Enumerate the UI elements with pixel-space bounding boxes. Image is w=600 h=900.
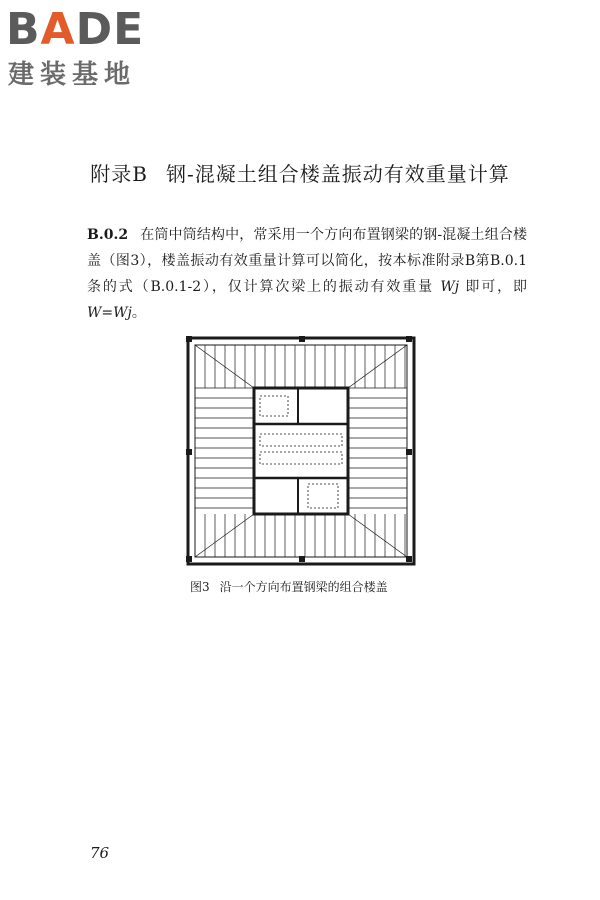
appendix-label: 附录B: [90, 162, 148, 186]
column: [406, 556, 412, 562]
figure-caption-text: 沿一个方向布置钢梁的组合楼盖: [219, 580, 388, 594]
column: [186, 336, 192, 342]
logo-subtitle: 建装基地: [8, 60, 137, 90]
core-room: [308, 484, 338, 508]
core-room: [260, 396, 288, 416]
floor-plan-figure: [186, 336, 416, 566]
core-corridor: [260, 452, 342, 464]
column: [299, 556, 305, 562]
brand-logo: [6, 4, 176, 94]
clause-text-middle: 即可，即: [465, 279, 528, 295]
clause-symbol: Wj: [440, 279, 460, 295]
corner-beam: [348, 514, 407, 557]
core-wall: [254, 388, 348, 514]
page-number: 76: [90, 844, 110, 862]
clause-code: B.0.2: [87, 227, 129, 243]
column: [186, 556, 192, 562]
column: [406, 449, 412, 455]
clause-equation: W=Wj: [87, 305, 132, 321]
corner-beam: [348, 345, 407, 388]
column: [186, 449, 192, 455]
clause-paragraph: [87, 222, 527, 326]
clause-text: 在筒中筒结构中，常采用一个方向布置钢梁的钢-混凝土组合楼盖（图3），楼盖振动有效重量计算可以简化，按本标准附录B第B.0.1条的式（B.0.1-2），仅计算次梁上的振动有效重量: [87, 227, 527, 295]
logo-wordmark: BADE: [6, 4, 145, 55]
outer-frame: [188, 338, 414, 564]
appendix-heading: [0, 158, 600, 187]
figure-number: 图3: [190, 580, 210, 594]
floor-plan-drawing: [186, 336, 416, 566]
column: [406, 336, 412, 342]
column: [299, 336, 305, 342]
appendix-title: 钢-混凝土组合楼盖振动有效重量计算: [165, 162, 510, 186]
figure-caption: [190, 578, 388, 595]
clause-text-end: 。: [131, 305, 146, 321]
core-corridor: [260, 434, 342, 446]
